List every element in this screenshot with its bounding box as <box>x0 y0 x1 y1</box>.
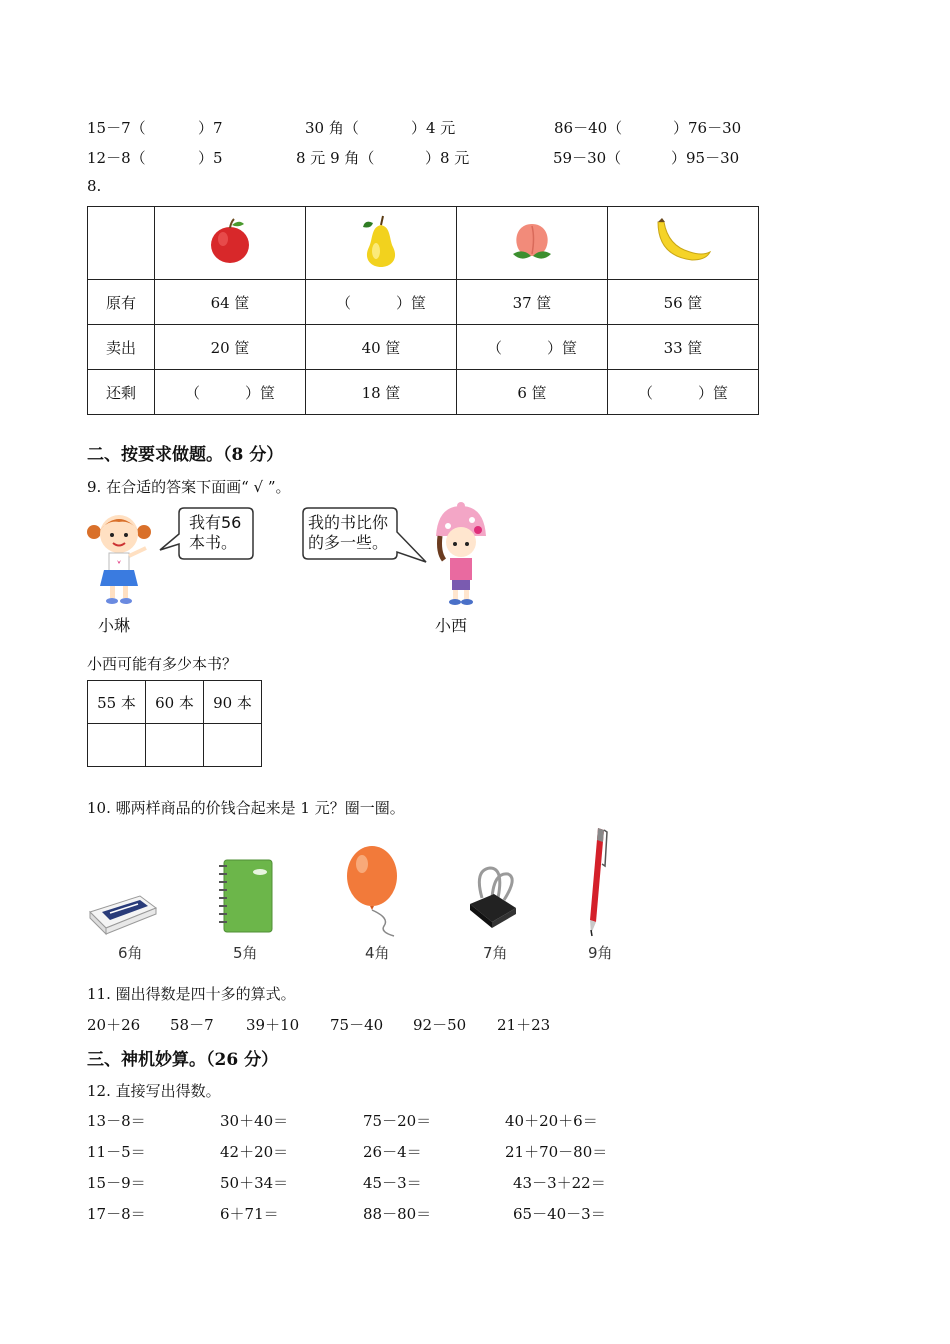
expression-item[interactable]: 20＋26 <box>87 1016 141 1034</box>
calc-item: 17－8＝ <box>87 1205 146 1223</box>
fruit-cell <box>608 207 759 280</box>
calc-item: 88－80＝ <box>363 1205 432 1223</box>
calc-item: 15－9＝ <box>87 1174 146 1192</box>
table-cell: （ ）筐 <box>457 325 608 370</box>
compare-left: 86－40（ <box>554 119 623 137</box>
compare-left: 8 元 9 角（ <box>296 149 375 167</box>
price-label: 7角 <box>483 944 508 962</box>
table-row <box>88 280 759 325</box>
expression-item[interactable]: 58－7 <box>170 1016 214 1034</box>
option-cell: 60 本 <box>146 681 204 724</box>
bubble-text: 我有56 <box>189 513 242 532</box>
table-cell: （ ）筐 <box>608 370 759 415</box>
table-cell: 64 筐 <box>155 280 306 325</box>
table-cell: 56 筐 <box>608 280 759 325</box>
banana-icon <box>652 216 714 266</box>
table-cell: 40 筐 <box>306 325 457 370</box>
fruit-cell <box>155 207 306 280</box>
calc-item: 11－5＝ <box>87 1143 146 1161</box>
peach-icon <box>505 218 559 264</box>
expression-item[interactable]: 92－50 <box>413 1016 467 1034</box>
girl1-name: 小琳 <box>98 616 131 635</box>
table-cell: 18 筐 <box>306 370 457 415</box>
table-cell: （ ）筐 <box>306 280 457 325</box>
option-cell: 90 本 <box>204 681 262 724</box>
calc-item: 75－20＝ <box>363 1112 432 1130</box>
table-row <box>88 370 759 415</box>
section-title: 二、按要求做题。（8 分） <box>87 445 284 465</box>
answer-cell[interactable] <box>146 724 204 767</box>
price-label: 5角 <box>233 944 258 962</box>
question-number: 8. <box>87 177 102 195</box>
girl2-name: 小西 <box>435 616 468 635</box>
calc-item: 26－4＝ <box>363 1143 422 1161</box>
calc-item: 65－40－3＝ <box>513 1205 606 1223</box>
compare-right: ）5 <box>198 149 223 167</box>
price-label: 9角 <box>588 944 613 962</box>
pen-icon[interactable] <box>580 826 612 938</box>
section-title: 三、神机妙算。（26 分） <box>87 1050 279 1070</box>
eraser-icon[interactable] <box>88 888 158 936</box>
question-text: 小西可能有多少本书？ <box>87 655 238 673</box>
table-cell: 33 筐 <box>608 325 759 370</box>
binder-clip-icon[interactable] <box>464 864 520 932</box>
row-label: 还剩 <box>88 370 155 415</box>
calc-item: 45－3＝ <box>363 1174 422 1192</box>
question-prompt: 11. 圈出得数是四十多的算式。 <box>87 985 296 1003</box>
bubble-text: 本书。 <box>189 533 238 552</box>
question-prompt: 10. 哪两样商品的价钱合起来是 1 元？圈一圈。 <box>87 799 405 817</box>
question-prompt: 9. 在合适的答案下面画“ √ ”。 <box>87 478 291 496</box>
girl-xiaolin-icon <box>86 508 152 608</box>
balloon-icon[interactable] <box>340 842 406 938</box>
compare-left: 15－7（ <box>87 119 146 137</box>
price-label: 6角 <box>118 944 143 962</box>
calc-item: 21＋70－80＝ <box>505 1143 608 1161</box>
calc-item: 42＋20＝ <box>220 1143 289 1161</box>
calc-item: 6＋71＝ <box>220 1205 279 1223</box>
fruit-cell <box>306 207 457 280</box>
table-cell: 37 筐 <box>457 280 608 325</box>
answer-cell[interactable] <box>88 724 146 767</box>
question-prompt: 12. 直接写出得数。 <box>87 1082 221 1100</box>
answer-cell[interactable] <box>204 724 262 767</box>
row-label: 原有 <box>88 280 155 325</box>
expression-item[interactable]: 21＋23 <box>497 1016 551 1034</box>
expression-item[interactable]: 39＋10 <box>246 1016 300 1034</box>
table-row[interactable] <box>88 724 262 767</box>
apple-icon <box>206 216 254 266</box>
price-label: 4角 <box>365 944 390 962</box>
bubble-text: 我的书比你 <box>308 513 389 532</box>
compare-right: ）7 <box>198 119 223 137</box>
girl-xiaoxi-icon <box>428 502 494 608</box>
calc-item: 50＋34＝ <box>220 1174 289 1192</box>
fruit-cell <box>457 207 608 280</box>
notebook-icon[interactable] <box>216 858 274 934</box>
table-cell: 20 筐 <box>155 325 306 370</box>
compare-right: ）95－30 <box>671 149 740 167</box>
calc-item: 13－8＝ <box>87 1112 146 1130</box>
table-cell: 6 筐 <box>457 370 608 415</box>
table-corner <box>88 207 155 280</box>
compare-right: ）8 元 <box>425 149 470 167</box>
compare-right: ）4 元 <box>411 119 456 137</box>
bubble-text: 的多一些。 <box>308 533 389 552</box>
pear-icon <box>357 213 405 269</box>
compare-left: 30 角（ <box>305 119 359 137</box>
row-label: 卖出 <box>88 325 155 370</box>
calc-item: 30＋40＝ <box>220 1112 289 1130</box>
option-cell: 55 本 <box>88 681 146 724</box>
compare-left: 59－30（ <box>553 149 622 167</box>
expression-item[interactable]: 75－40 <box>330 1016 384 1034</box>
table-cell: （ ）筐 <box>155 370 306 415</box>
answer-table <box>87 680 262 767</box>
calc-item: 43－3＋22＝ <box>513 1174 606 1192</box>
calc-item: 40＋20＋6＝ <box>505 1112 598 1130</box>
table-row <box>88 681 262 724</box>
compare-left: 12－8（ <box>87 149 146 167</box>
table-row <box>88 325 759 370</box>
fruit-table <box>87 206 759 415</box>
compare-right: ）76－30 <box>673 119 742 137</box>
